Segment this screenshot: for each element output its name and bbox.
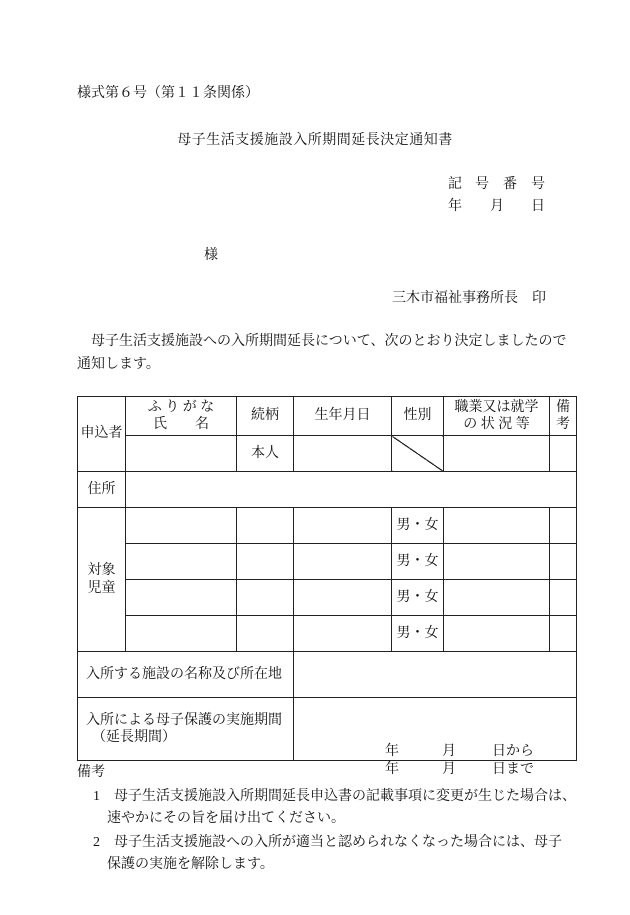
applicant-relation-cell: 本人 <box>237 436 294 472</box>
facility-label: 入所する施設の名称及び所在地 <box>78 652 294 698</box>
note-2-number: 2 <box>93 835 100 850</box>
address-cell[interactable] <box>126 472 577 508</box>
period-label <box>78 698 294 761</box>
relation-header: 続柄 <box>237 397 294 436</box>
child-3-name-cell[interactable] <box>126 580 237 616</box>
child-2-relation-cell[interactable] <box>237 544 294 580</box>
form-number: 様式第６号（第１１条関係） <box>77 86 259 101</box>
child-2-birthdate-cell[interactable] <box>294 544 392 580</box>
birthdate-header: 生年月日 <box>294 397 392 436</box>
child-1-name-cell[interactable] <box>126 508 237 544</box>
furigana-label: ふ り が な <box>147 399 215 415</box>
target-label-2: 児童 <box>87 580 116 596</box>
note-2-line-2: 保護の実施を解除します。 <box>107 857 274 872</box>
child-3-sex-cell[interactable]: 男・女 <box>392 580 444 616</box>
date-day: 日 <box>531 199 545 214</box>
child-3-birthdate-cell[interactable] <box>294 580 392 616</box>
period-cell[interactable] <box>294 698 577 777</box>
period-until-month: 月 <box>442 762 456 777</box>
sender-name: 三木市福祉事務所長 印 <box>392 291 546 306</box>
applicant-sex-diagonal-cell <box>392 436 444 472</box>
applicant-label: 申込者 <box>78 397 126 472</box>
name-label: 氏 名 <box>153 417 209 432</box>
child-3-occupation-cell[interactable] <box>444 580 550 616</box>
applicant-remarks-cell[interactable] <box>550 436 577 472</box>
period-until-year: 年 <box>385 762 399 777</box>
period-from-month: 月 <box>442 744 456 759</box>
date-month: 月 <box>490 199 504 214</box>
applicant-name-cell[interactable] <box>126 436 237 472</box>
record-go2: 号 <box>531 177 545 192</box>
record-go: 号 <box>475 177 489 192</box>
body-text-line-1: 母子生活支援施設への入所期間延長について、次のとおり決定しましたので <box>91 334 567 349</box>
applicant-birthdate-cell[interactable] <box>294 436 392 472</box>
applicant-occupation-cell[interactable] <box>444 436 550 472</box>
document-title: 母子生活支援施設入所期間延長決定通知書 <box>177 133 453 148</box>
sex-header: 性別 <box>392 397 444 436</box>
target-children-label <box>78 508 126 652</box>
child-4-relation-cell[interactable] <box>237 616 294 652</box>
furigana-name-header <box>126 397 237 436</box>
address-label: 住所 <box>78 472 126 508</box>
note-1-line-1: 母子生活支援施設入所期間延長申込書の記載事項に変更が生じた場合は、 <box>114 789 576 804</box>
record-ki: 記 <box>448 177 462 192</box>
period-label-1: 入所による母子保護の実施期間 <box>86 712 282 728</box>
remarks-header: 備考 <box>550 397 577 436</box>
child-2-name-cell[interactable] <box>126 544 237 580</box>
child-1-birthdate-cell[interactable] <box>294 508 392 544</box>
occupation-label-1: 職業又は就学 <box>454 399 539 415</box>
child-2-remarks-cell[interactable] <box>550 544 577 580</box>
note-1-line-2: 速やかにその旨を届け出てください。 <box>107 811 345 826</box>
facility-cell[interactable] <box>294 652 577 698</box>
child-3-remarks-cell[interactable] <box>550 580 577 616</box>
child-4-remarks-cell[interactable] <box>550 616 577 652</box>
addressee-honorific: 様 <box>204 248 218 263</box>
period-until-day: 日まで <box>492 762 534 777</box>
child-1-remarks-cell[interactable] <box>550 508 577 544</box>
child-1-sex-cell[interactable]: 男・女 <box>392 508 444 544</box>
child-4-name-cell[interactable] <box>126 616 237 652</box>
period-label-2: （延長期間） <box>92 730 176 745</box>
record-ban: 番 <box>503 177 517 192</box>
application-table <box>77 396 577 777</box>
occupation-header <box>444 397 550 436</box>
occupation-label-2: の 状 況 等 <box>463 417 530 432</box>
note-1-number: 1 <box>93 789 100 804</box>
child-2-occupation-cell[interactable] <box>444 544 550 580</box>
child-4-sex-cell[interactable]: 男・女 <box>392 616 444 652</box>
date-year: 年 <box>448 199 462 214</box>
target-label-1: 対象 <box>87 563 116 578</box>
notes-label: 備考 <box>77 765 105 780</box>
child-2-sex-cell[interactable]: 男・女 <box>392 544 444 580</box>
note-2-line-1: 母子生活支援施設への入所が適当と認められなくなった場合には、母子 <box>114 835 562 850</box>
child-4-occupation-cell[interactable] <box>444 616 550 652</box>
child-1-occupation-cell[interactable] <box>444 508 550 544</box>
child-3-relation-cell[interactable] <box>237 580 294 616</box>
period-from-year: 年 <box>385 744 399 759</box>
period-from-day: 日から <box>492 744 534 759</box>
child-4-birthdate-cell[interactable] <box>294 616 392 652</box>
body-text-line-2: 通知します。 <box>77 357 160 372</box>
child-1-relation-cell[interactable] <box>237 508 294 544</box>
